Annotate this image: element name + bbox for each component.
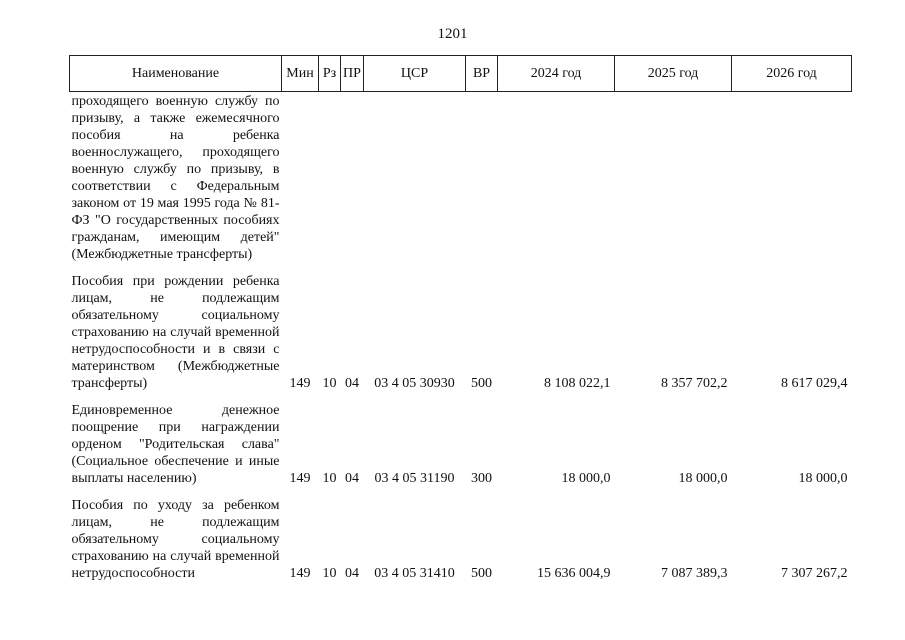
header-2025: 2025 год <box>615 56 732 92</box>
row-min: 149 <box>289 376 311 391</box>
row-amount-2025: 7 087 389,3 <box>661 566 728 581</box>
header-vr: ВР <box>466 56 498 92</box>
page-number: 1201 <box>437 26 468 42</box>
row-name: Пособия по уходу за ребенком лицам, не подлежащим обязательному социальному страхованию на случай временной нетрудоспособности <box>71 498 280 581</box>
row-vr: 500 <box>471 566 492 581</box>
row-csr: 03 4 05 31410 <box>374 566 455 581</box>
header-2024: 2024 год <box>498 56 615 92</box>
header-rz: Рз <box>319 56 341 92</box>
row-rz <box>319 92 341 264</box>
row-csr <box>364 92 466 264</box>
table-row <box>70 92 852 264</box>
row-name: проходящего военную службу по призыву, а также ежемесячного пособия на ребенка военнослужащего, проходящего военную службу по призыву, в соответствии с Федеральным законом от 19 мая 1995 года № 81-ФЗ "О государственных пособиях гражданам, имеющим детей" (Межбюджетные трансферты) <box>71 94 280 262</box>
table-row <box>70 487 852 582</box>
header-min: Мин <box>282 56 319 92</box>
header-csr: ЦСР <box>364 56 466 92</box>
row-pr <box>341 92 364 264</box>
row-amount-2025: 18 000,0 <box>678 471 728 486</box>
header-name: Наименование <box>70 56 282 92</box>
row-pr: 04 <box>345 566 359 581</box>
row-vr: 500 <box>471 376 492 391</box>
row-min <box>282 92 319 264</box>
row-amount-2024: 8 108 022,1 <box>544 376 611 391</box>
row-amount-2026 <box>732 92 852 264</box>
row-amount-2025 <box>615 92 732 264</box>
row-vr: 300 <box>471 471 492 486</box>
row-min: 149 <box>289 471 311 486</box>
row-amount-2026: 18 000,0 <box>798 471 848 486</box>
header-2026: 2026 год <box>732 56 852 92</box>
row-min: 149 <box>289 566 311 581</box>
row-pr: 04 <box>345 376 359 391</box>
row-amount-2024 <box>498 92 615 264</box>
row-name: Единовременное денежное поощрение при награждении орденом "Родительская слава" (Социальное обеспечение и иные выплаты населению) <box>71 403 280 486</box>
row-amount-2024: 15 636 004,9 <box>537 566 611 581</box>
row-pr: 04 <box>345 471 359 486</box>
table-header-row <box>70 56 852 92</box>
row-vr <box>466 92 498 264</box>
table-row <box>70 263 852 392</box>
table-row <box>70 392 852 487</box>
row-name: Пособия при рождении ребенка лицам, не подлежащим обязательному социальному страхованию на случай временной нетрудоспособности и в связи с материнством (Межбюджетные трансферты) <box>71 274 280 391</box>
row-amount-2025: 8 357 702,2 <box>661 376 728 391</box>
row-csr: 03 4 05 30930 <box>374 376 455 391</box>
row-rz: 10 <box>322 471 337 486</box>
row-csr: 03 4 05 31190 <box>374 471 455 486</box>
row-amount-2026: 7 307 267,2 <box>781 566 848 581</box>
row-rz: 10 <box>322 566 337 581</box>
row-amount-2024: 18 000,0 <box>561 471 611 486</box>
budget-table <box>69 55 852 582</box>
row-amount-2026: 8 617 029,4 <box>781 376 848 391</box>
header-pr: ПР <box>341 56 364 92</box>
row-rz: 10 <box>322 376 337 391</box>
